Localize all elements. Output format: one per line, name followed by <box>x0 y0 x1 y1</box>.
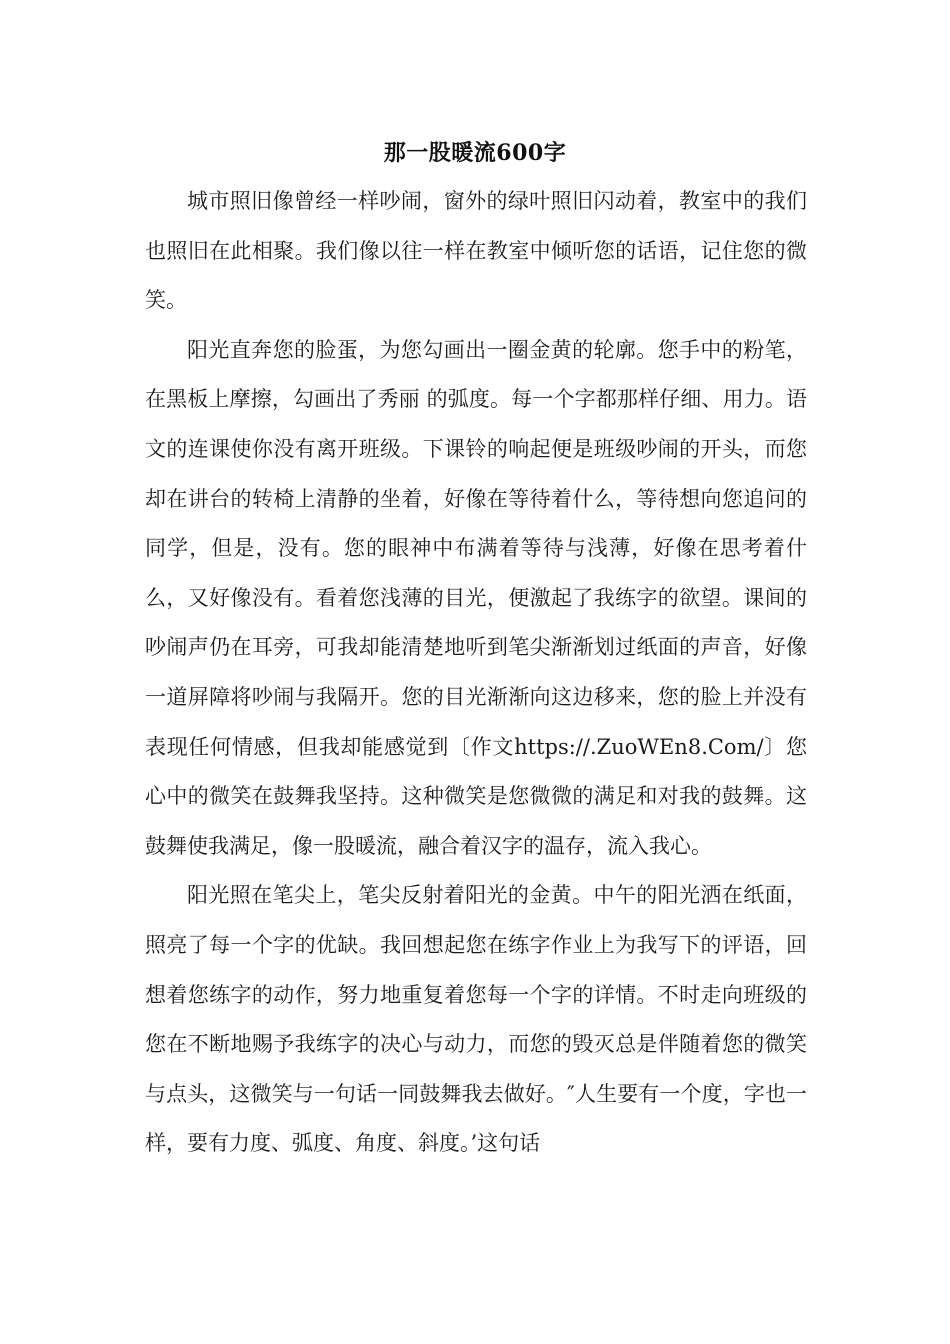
document-body <box>145 177 807 1169</box>
paragraph: 阳光直奔您的脸蛋，为您勾画出一圈金黄的轮廓。您手中的粉笔，在黑板上摩擦，勾画出了秀丽 的弧度。每一个字都那样仔细、用力。语文的连课使你没有离开班级。下课铃的响起便是班级吵闹的开头，而您却在讲台的转椅上清静的坐着，好像在等待着什么，等待想向您追问的同学，但是，没有。您的眼神中布满着等待与浅薄，好像在思考着什么，又好像没有。看着您浅薄的目光，便激起了我练字的欲望。课间的吵闹声仍在耳旁，可我却能清楚地听到笔尖渐渐划过纸面的声音，好像一道屏障将吵闹与我隔开。您的目光渐渐向这边移来，您的脸上并没有表现任何情感，但我却能感觉到〔作文https://.ZuoWEn8.Com/〕您心中的微笑在鼓舞我坚持。这种微笑是您微微的满足和对我的鼓舞。这鼓舞使我满足，像一股暖流，融合着汉字的温存，流入我心。 <box>145 337 807 858</box>
document-title: 那一股暖流600字 <box>383 140 567 166</box>
paragraph: 城市照旧像曾经一样吵闹，窗外的绿叶照旧闪动着，教室中的我们也照旧在此相聚。我们像以往一样在教室中倾听您的话语，记住您的微笑。 <box>145 189 807 313</box>
paragraph: 阳光照在笔尖上，笔尖反射着阳光的金黄。中午的阳光洒在纸面，照亮了每一个字的优缺。我回想起您在练字作业上为我写下的评语，回想着您练字的动作，努力地重复着您每一个字的详情。不时走向班级的您在不断地赐予我练字的决心与动力，而您的毁灭总是伴随着您的微笑与点头，这微笑与一句话一同鼓舞我去做好。″人生要有一个度，字也一样，要有力度、弧度、角度、斜度。’这句话 <box>145 883 807 1156</box>
